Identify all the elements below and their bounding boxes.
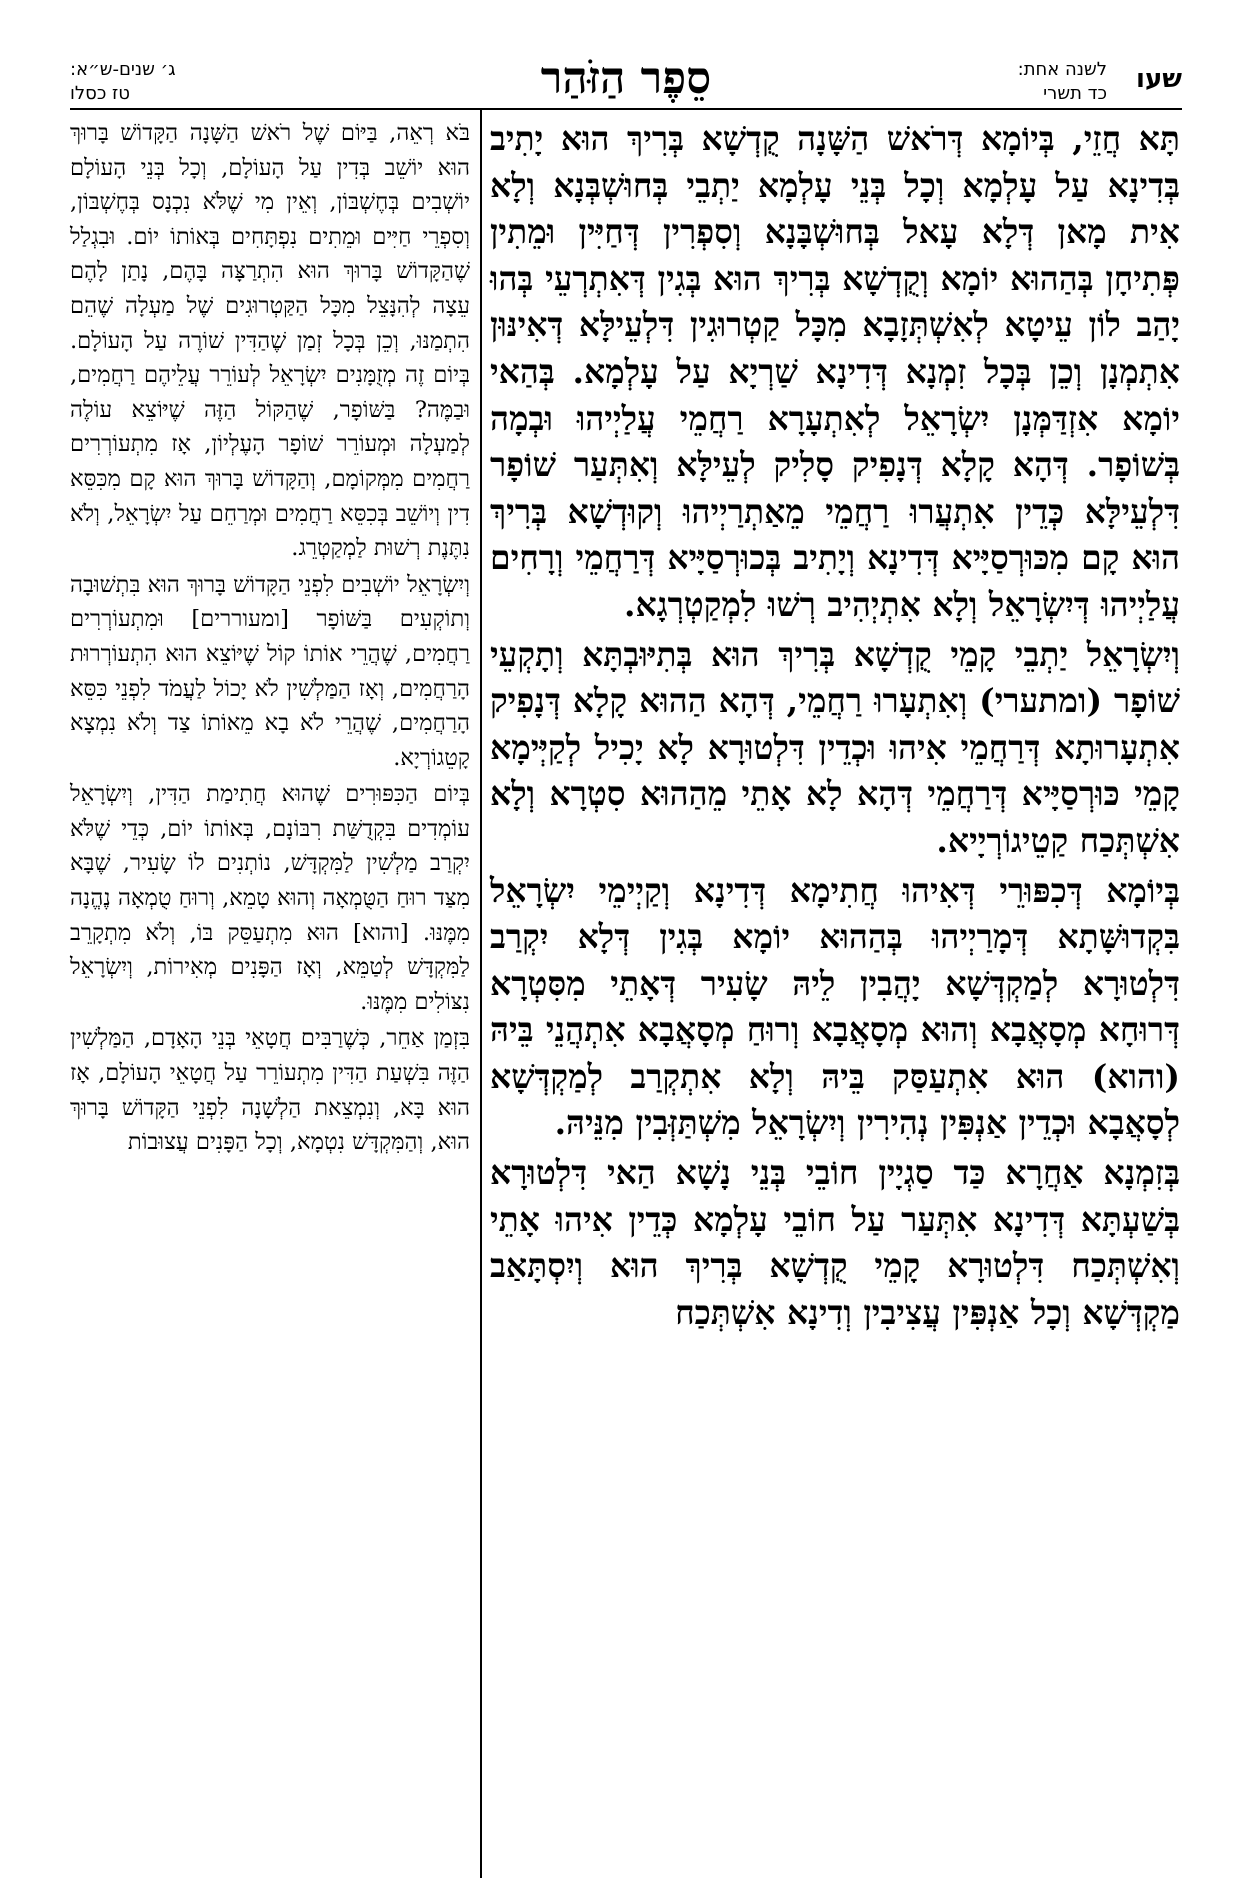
aramaic-text-column	[490, 116, 1180, 1339]
hebrew-translation-column	[70, 116, 470, 1162]
schedule-three-years	[70, 58, 176, 106]
schedule-three-years-label: ג׳ שנים-ש״א:	[70, 59, 176, 80]
side-paragraph-4: בִּזְמַן אַחֵר, כְּשֶׁרַבִּים חֲטָאֵי בְּנֵי הָאָדָם, הַמַּלְשִׁין הַזֶּה בִּשְׁעַת הַדִּין מִתְעוֹרֵר עַל חֲטָאֵי הָעוֹלָם, אָז הוּא בָּא, וְנִמְצֵאת הַלְשָׁנָה לִפְנֵי הַקָּדוֹשׁ בָּרוּךְ הוּא, וְהַמִּקְדָּשׁ נִטְמָא, וְכָל הַפָּנִים עֲצוּבוֹת	[70, 1025, 470, 1156]
book-title: סֵפֶר הַזֹּהַר	[540, 53, 712, 104]
side-paragraph-2: וְיִשְׂרָאֵל יוֹשְׁבִים לִפְנֵי הַקָּדוֹשׁ בָּרוּךְ הוּא בִּתְשׁוּבָה וְתוֹקְעִים בַּשּׁוֹפָר [ומעוררים] וּמִתְעוֹרְרִים רַחֲמִים, שֶׁהֲרֵי אוֹתוֹ קוֹל שֶׁיּוֹצֵא הוּא הִתְעוֹרְרוּת הָרַחֲמִים, וְאָז הַמַּלְשִׁין לֹא יָכוֹל לַעֲמֹד לִפְנֵי כִּסֵּא הָרַחֲמִים, שֶׁהֲרֵי לֹא בָא מֵאוֹתוֹ צַד וְלֹא נִמְצָא קָטֵגוֹרְיָא.	[70, 571, 470, 771]
page-header	[70, 52, 1182, 108]
side-paragraph-1: בֹּא רְאֵה, בַּיּוֹם שֶׁל רֹאשׁ הַשָּׁנָה הַקָּדוֹשׁ בָּרוּךְ הוּא יוֹשֵׁב בְּדִין עַל הָעוֹלָם, וְכָל בְּנֵי הָעוֹלָם יוֹשְׁבִים בְּחֶשְׁבּוֹן, וְאֵין מִי שֶׁלֹּא נִכְנָס בְּחֶשְׁבּוֹן, וְסִפְרֵי חַיִּים וּמֵתִים נִפְתָּחִים בְּאוֹתוֹ יוֹם. וּבִגְלַל שֶׁהַקָּדוֹשׁ בָּרוּךְ הוּא הִתְרַצָּה בָּהֶם, נָתַן לָהֶם עֵצָה לְהִנָּצֵל מִכָּל הַקַּטְרוּגִים שֶׁל מַעְלָה שֶׁהֵם הִתְמַנּוּ, וְכֵן בְּכָל זְמַן שֶׁהַדִּין שׁוֹרֶה עַל הָעוֹלָם. בְּיוֹם זֶה מְזֻמָּנִים יִשְׂרָאֵל לְעוֹרֵר עֲלֵיהֶם רַחֲמִים, וּבַמֶּה? בַּשּׁוֹפָר, שֶׁהַקּוֹל הַזֶּה שֶׁיּוֹצֵא עוֹלֶה לְמַעְלָה וּמְעוֹרֵר שׁוֹפָר הָעֶלְיוֹן, אָז מִתְעוֹרְרִים רַחֲמִים מִמְּקוֹמָם, וְהַקָּדוֹשׁ בָּרוּךְ הוּא קָם מִכִּסֵּא דִין וְיוֹשֵׁב בְּכִסֵּא רַחֲמִים וּמְרַחֵם עַל יִשְׂרָאֵל, וְלֹא נִתֶּנֶת רְשׁוּת לַמְקַטְרֵג.	[70, 120, 470, 562]
column-divider	[480, 108, 482, 1878]
schedule-one-year-date: כד תשרי	[1043, 83, 1107, 104]
main-paragraph-4: בְּזִמְנָא אַחֲרָא כַּד סַגְיָין חוֹבֵי בְּנֵי נָשָׁא הַאי דִּלְטוּרָא בְּשַׁעְתָּא דְּדִינָא אִתְּעַר עַל חוֹבֵי עָלְמָא כְּדֵין אִיהוּ אָתֵי וְאִשְׁתְּכַח דִּלְטוּרָא קָמֵי קֻדְשָׁא בְּרִיךְ הוּא וְיִסְתָּאַב מַקְדְּשָׁא וְכָל אַנְפִּין עֲצִיבִין וְדִינָא אִשְׁתְּכַח	[490, 1153, 1180, 1332]
main-paragraph-3: בְּיוֹמָא דְּכִפּוּרֵי דְּאִיהוּ חֲתִימָא דְּדִינָא וְקַיְימֵי יִשְׂרָאֵל בִּקְדוּשָּׁתָא דְּמָרַיְיהוּ בְּהַהוּא יוֹמָא בְּגִין דְּלָא יִקְרַב דִּלְטוּרָא לְמַקְדְּשָׁא יָהֲבִין לֵיהּ שָׂעִיר דְּאָתֵי מִסִּטְרָא דְּרוּחָא מְסָאֲבָא וְהוּא מְסָאֲבָא וְרוּחַ מְסָאֲבָא אִתְהֲנֵי בֵּיהּ (והוא) הוּא אִתְעַסַּק בֵּיהּ וְלָא אִתְקְרַב לְמַקְדְּשָׁא לְסָאֲבָא וּכְדֵין אַנְפִּין נְהִירִין וְיִשְׂרָאֵל מִשְׁתַּזְּבִין מִנֵּיהּ.	[490, 870, 1180, 1143]
schedule-three-years-date: טז כסלו	[70, 83, 130, 104]
main-paragraph-2: וְיִשְׂרָאֵל יַתְבֵי קָמֵי קֻדְשָׁא בְּרִיךְ הוּא בְּתִיּוּבְתָּא וְתָקְעֵי שׁוֹפָר (ומתערי) וְאִתְעָרוּ רַחֲמֵי, דְּהָא הַהוּא קָלָא דְּנָפִיק אִתְעָרוּתָא דְּרַחֲמֵי אִיהוּ וּכְדֵין דִּלְטוּרָא לָא יָכִיל לְקַיְּימָא קָמֵי כּוּרְסַיָּיא דְּרַחֲמֵי דְּהָא לָא אָתֵי מֵהַהוּא סִטְרָא וְלָא אִשְׁתְּכַח קַטֵיגוֹרְיָיא.	[490, 634, 1180, 860]
schedule-one-year-label: לשנה אחת:	[1017, 59, 1107, 80]
header-divider	[70, 108, 1182, 110]
page-number: שעו	[1136, 64, 1182, 94]
side-paragraph-3: בְּיוֹם הַכִּפּוּרִים שֶׁהוּא חֲתִימַת הַדִּין, וְיִשְׂרָאֵל עוֹמְדִים בִּקְדֻשַּׁת רִבּוֹנָם, בְּאוֹתוֹ יוֹם, כְּדֵי שֶׁלֹּא יִקְרַב מַלְשִׁין לַמִּקְדָּשׁ, נוֹתְנִים לוֹ שָׂעִיר, שֶׁבָּא מִצַּד רוּחַ הַטֻּמְאָה וְהוּא טָמֵא, וְרוּחַ טֻמְאָה נֶהֱנָה מִמֶּנּוּ. [והוא] הוּא מִתְעַסֵּק בּוֹ, וְלֹא מִתְקָרֵב לַמִּקְדָּשׁ לְטַמֵּא, וְאָז הַפָּנִים מְאִירוֹת, וְיִשְׂרָאֵל נִצּוֹלִים מִמֶּנּוּ.	[70, 781, 470, 1015]
main-paragraph-1: תָּא חֲזֵי, בְּיוֹמָא דְּרֹאשׁ הַשָּׁנָה קֻדְשָׁא בְּרִיךְ הוּא יָתִיב בְּדִינָא עַל עָלְמָא וְכָל בְּנֵי עָלְמָא יַתְבֵי בְּחוּשְׁבְּנָא וְלָא אִית מָאן דְּלָא עָאל בְּחוּשְׁבָּנָא וְסִפְרִין דְּחַיִּין וּמֵתִין פְּתִיחָן בְּהַהוּא יוֹמָא וְקֻדְשָׁא בְּרִיךְ הוּא בְּגִין דְּאִתְרְעֵי בְּהוּ יָהַב לוֹן עֵיטָא לְאִשְׁתְּזָבָא מִכָּל קַטְרוּגִין דִּלְעֵילָּא דְּאִינּוּן אִתְמְנָן וְכֵן בְּכָל זִמְנָא דְּדִינָא שַׁרְיָא עַל עָלְמָא. בְּהַאי יוֹמָא אִזְדַּמְּנָן יִשְׂרָאֵל לְאִתְעָרָא רַחֲמֵי עֲלַיְיהוּ וּבְמָה בְּשׁוֹפָר. דְּהָא קָלָא דְּנָפִיק סָלִיק לְעֵילָּא וְאִתְּעַר שׁוֹפָר דִּלְעֵילָּא כְּדֵין אִתְעֲרוּ רַחֲמֵי מֵאַתְרַיְיהוּ וְקוּדְשָׁא בְּרִיךְ הוּא קָם מִכּוּרְסַיָּיא דְּדִינָא וְיָתִיב בְּכוּרְסַיָּיא דְּרַחֲמֵי וְרָחִים עֲלַיְיהוּ דְּיִשְׂרָאֵל וְלָא אִתְיְהִיב רְשׁוּ לִמְקַטְרְגָא.	[490, 119, 1180, 624]
